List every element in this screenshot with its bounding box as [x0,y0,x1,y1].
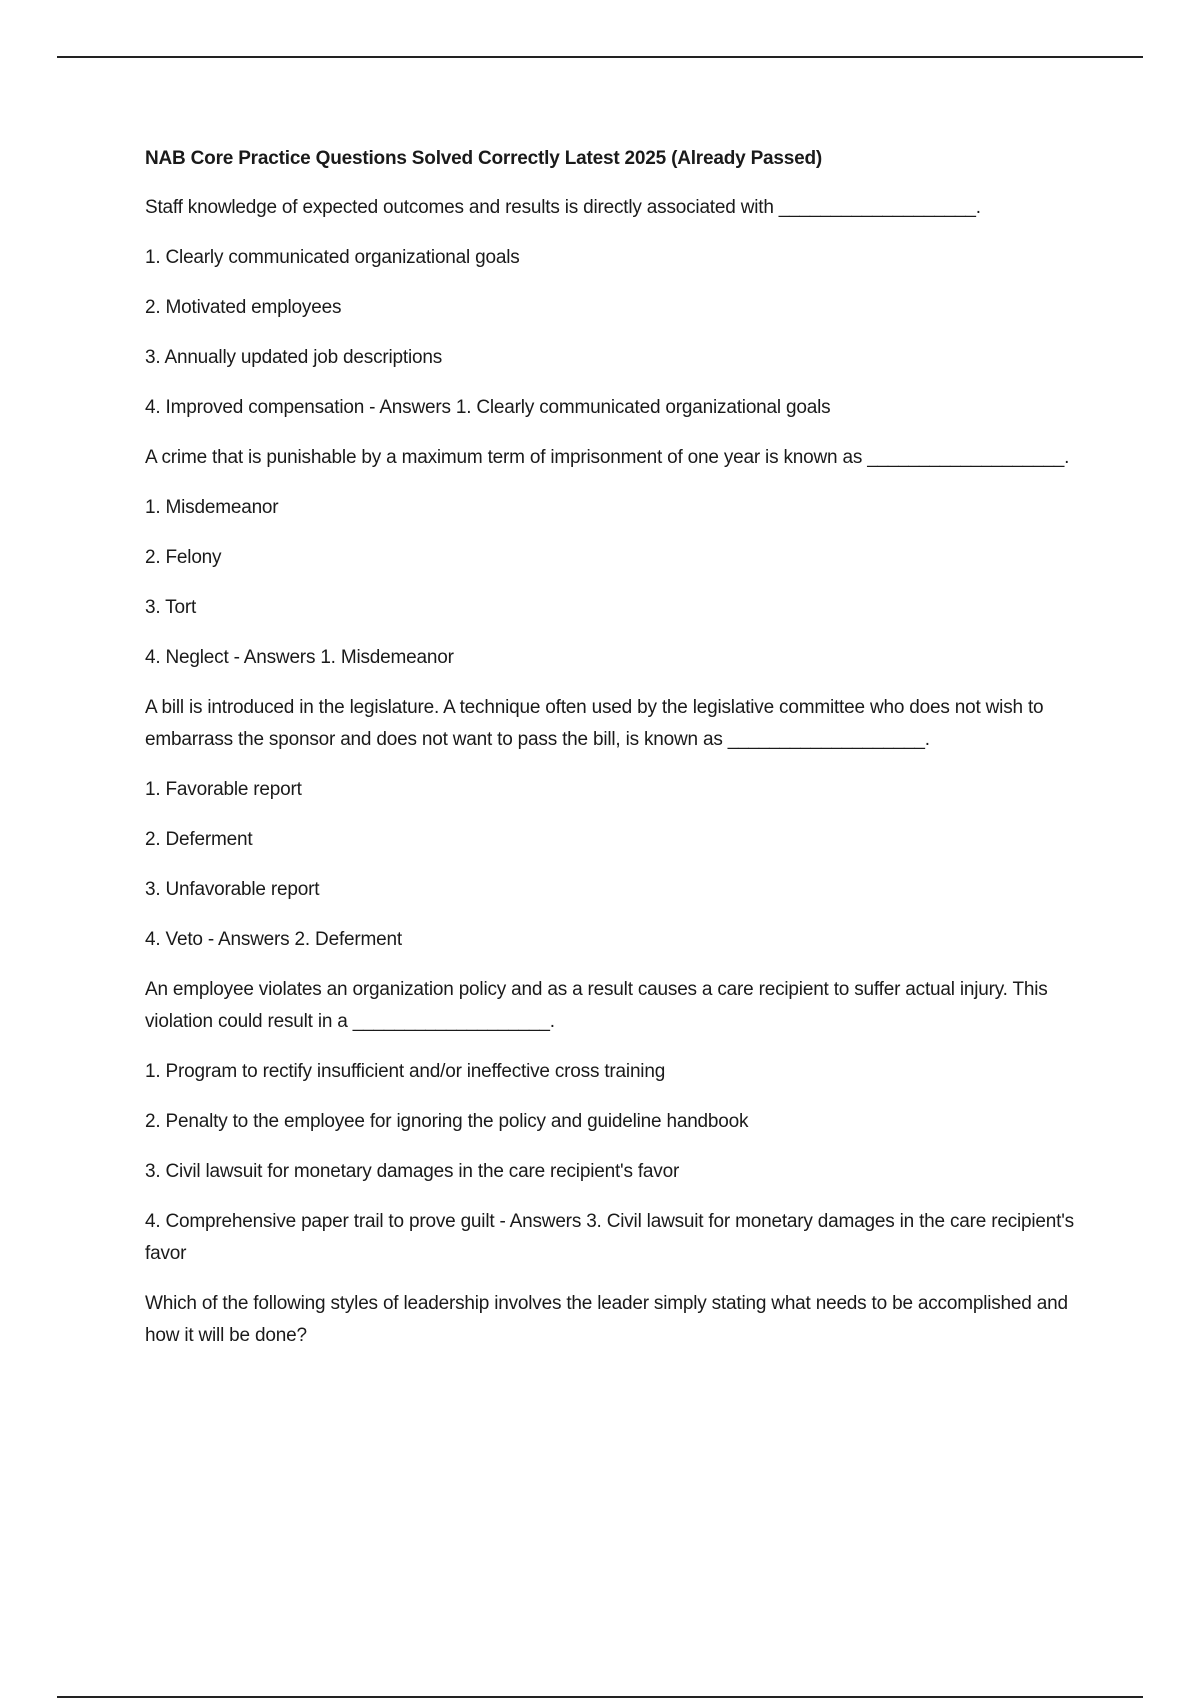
question-4-option-4-answer: 4. Comprehensive paper trail to prove guilt - Answers 3. Civil lawsuit for monetary damages in the care recipient's favor [145,1211,1080,1264]
question-3-option-4-answer: 4. Veto - Answers 2. Deferment [145,929,402,950]
top-rule [57,56,1143,58]
question-2-option-4-answer: 4. Neglect - Answers 1. Misdemeanor [145,647,454,668]
question-1-option-2: 2. Motivated employees [145,297,342,318]
question-5-stem: Which of the following styles of leadership involves the leader simply stating what needs to be accomplished and how it will be done? [145,1293,1073,1346]
question-1-stem: Staff knowledge of expected outcomes and results is directly associated with ___________________. [145,197,981,218]
question-3-option-1: 1. Favorable report [145,779,302,800]
question-3-option-3: 3. Unfavorable report [145,879,320,900]
document-title: NAB Core Practice Questions Solved Correctly Latest 2025 (Already Passed) [145,148,823,169]
question-2-stem: A crime that is punishable by a maximum term of imprisonment of one year is known as ___________________. [145,447,1070,468]
question-1-option-3: 3. Annually updated job descriptions [145,347,443,368]
question-3-option-2: 2. Deferment [145,829,253,850]
question-2-option-3: 3. Tort [145,597,197,618]
document-body [145,146,1095,1370]
question-4-option-1: 1. Program to rectify insufficient and/or ineffective cross training [145,1061,666,1082]
question-4-option-2: 2. Penalty to the employee for ignoring the policy and guideline handbook [145,1111,749,1132]
question-4-stem: An employee violates an organization policy and as a result causes a care recipient to suffer actual injury. This violation could result in a ___________________. [145,979,1053,1032]
question-1-option-4-answer: 4. Improved compensation - Answers 1. Clearly communicated organizational goals [145,397,831,418]
question-2-option-2: 2. Felony [145,547,222,568]
question-2-option-1: 1. Misdemeanor [145,497,279,518]
bottom-rule [57,1696,1143,1698]
question-1-option-1: 1. Clearly communicated organizational goals [145,247,520,268]
question-3-stem: A bill is introduced in the legislature. A technique often used by the legislative committee who does not wish to embarrass the sponsor and does not want to pass the bill, is known as ___________________. [145,697,1049,750]
question-4-option-3: 3. Civil lawsuit for monetary damages in the care recipient's favor [145,1161,680,1182]
